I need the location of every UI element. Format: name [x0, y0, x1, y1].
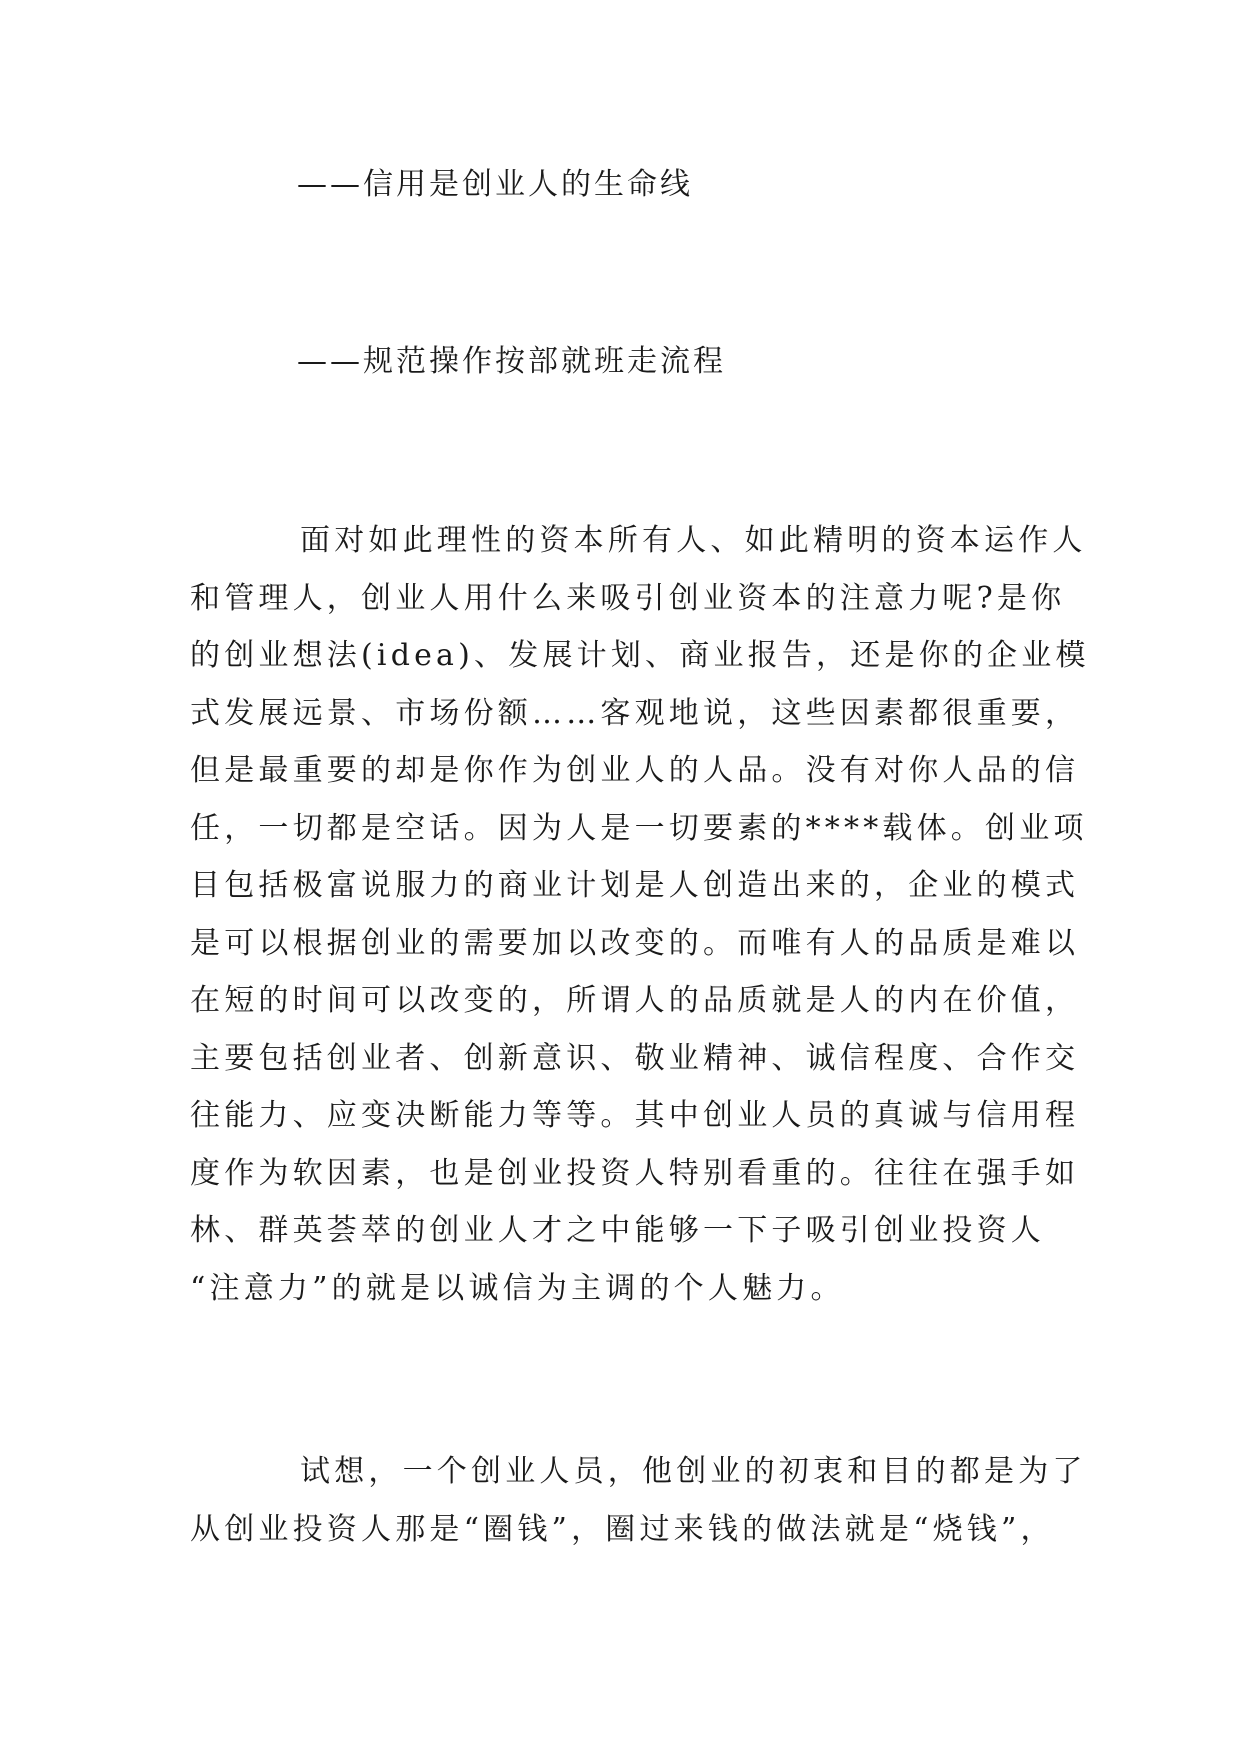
paragraph-line: 任，一切都是空话。因为人是一切要素的****载体。创业项: [190, 810, 1088, 846]
body-paragraph-2: [190, 1443, 1087, 1558]
paragraph-line: 的创业想法(idea)、发展计划、商业报告，还是你的企业模: [190, 638, 1090, 673]
paragraph-line: 主要包括创业者、创新意识、敬业精神、诚信程度、合作交: [190, 1040, 1080, 1076]
paragraph-line: 目包括极富说服力的商业计划是人创造出来的，企业的模式: [190, 868, 1080, 903]
paragraph-line: 但是最重要的却是你作为创业人的人品。没有对你人品的信: [190, 753, 1080, 788]
body-paragraph-1: [190, 512, 1090, 1317]
paragraph-line: 度作为软因素，也是创业投资人特别看重的。往往在强手如: [190, 1155, 1080, 1191]
paragraph-line: 试想，一个创业人员，他创业的初衷和目的都是为了: [300, 1454, 1087, 1489]
paragraph-line: 在短的时间可以改变的，所谓人的品质就是人的内在价值，: [190, 983, 1080, 1018]
paragraph-line: 和管理人，创业人用什么来吸引创业资本的注意力呢?是你: [190, 580, 1066, 616]
paragraph-line: 往能力、应变决断能力等等。其中创业人员的真诚与信用程: [190, 1098, 1080, 1133]
paragraph-line: 是可以根据创业的需要加以改变的。而唯有人的品质是难以: [190, 925, 1080, 961]
paragraph-line: 式发展远景、市场份额……客观地说，这些因素都很重要，: [190, 695, 1080, 731]
paragraph-line: 林、群英荟萃的创业人才之中能够一下子吸引创业投资人: [190, 1213, 1045, 1248]
section-heading-process: ——规范操作按部就班走流程: [297, 344, 726, 379]
paragraph-line: “注意力”的就是以诚信为主调的个人魅力。: [190, 1270, 845, 1306]
paragraph-line: 面对如此理性的资本所有人、如此精明的资本运作人: [300, 523, 1087, 558]
section-heading-credit: ——信用是创业人的生命线: [297, 167, 693, 202]
paragraph-line: 从创业投资人那是“圈钱”，圈过来钱的做法就是“烧钱”，: [190, 1511, 1055, 1547]
